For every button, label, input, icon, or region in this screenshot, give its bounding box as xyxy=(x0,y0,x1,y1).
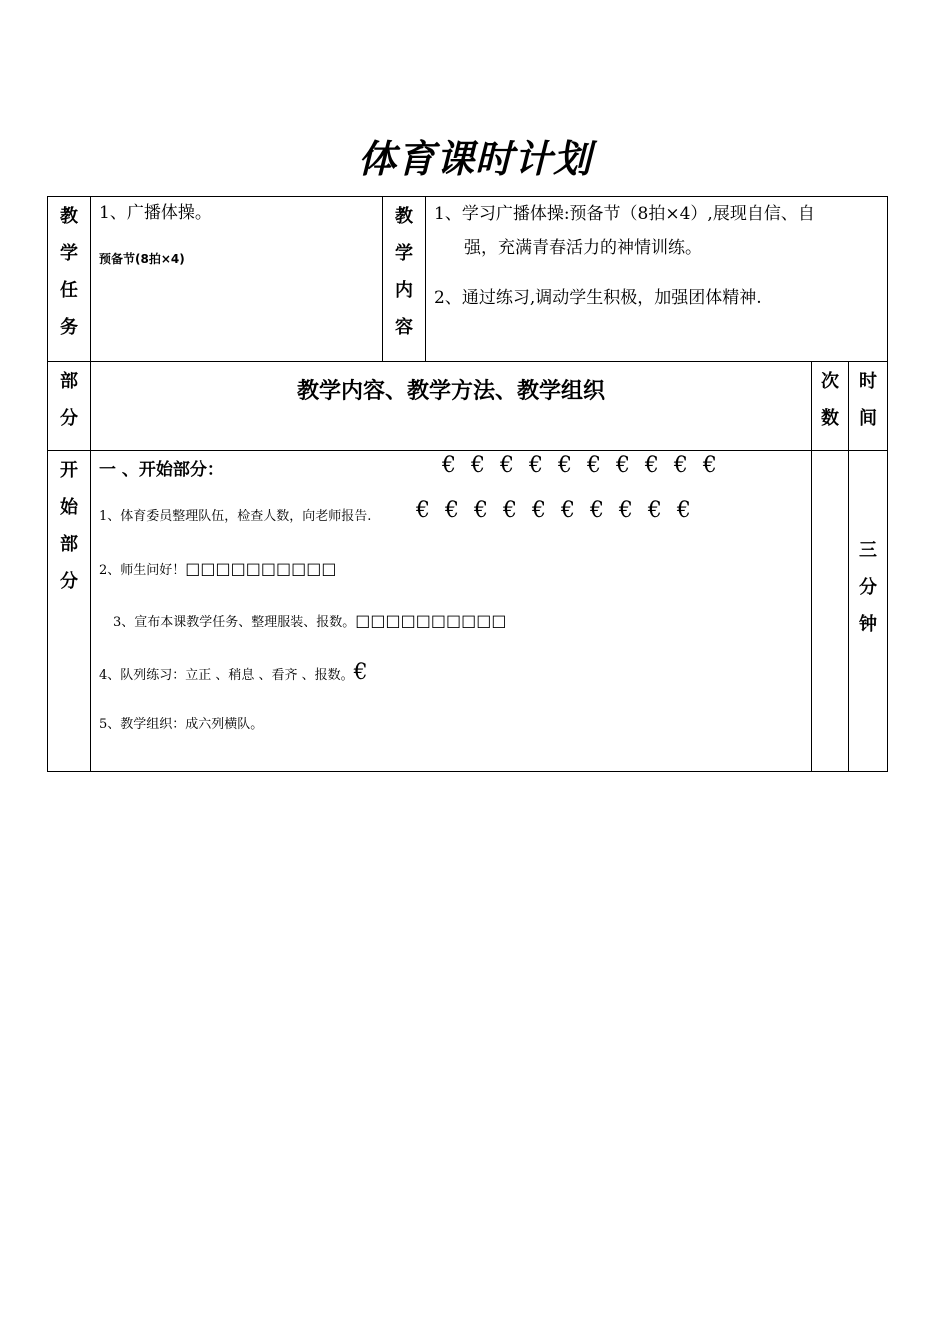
content-label-cell xyxy=(383,197,426,362)
time-label: 时间 xyxy=(859,371,877,429)
boxes-row-3: □□□□□□□□□□ xyxy=(355,611,507,630)
task-row xyxy=(48,197,888,362)
item-4: 4、队列练习：立正 、稍息 、看齐 、报数。 xyxy=(99,668,354,683)
start-count-cell xyxy=(812,451,849,772)
boxes-row-2: □□□□□□□□□□ xyxy=(185,559,337,578)
item-3: 3、宣布本课教学任务、整理服装、报数。 xyxy=(113,615,356,630)
task-content-cell xyxy=(91,197,383,362)
content-line-2: 2、通过练习,调动学生积极，加强团体精神. xyxy=(434,288,762,308)
start-section-row xyxy=(48,451,888,772)
start-part-label-cell xyxy=(48,451,91,772)
time-header-cell xyxy=(849,362,888,451)
lesson-plan-table xyxy=(47,196,888,772)
count-header-cell xyxy=(812,362,849,451)
formation-row-2: € € € € € € € € € € xyxy=(416,498,695,523)
item-5: 5、教学组织：成六列横队。 xyxy=(99,717,264,732)
section-heading: 教学内容、教学方法、教学组织 xyxy=(296,379,605,404)
start-part-label: 开始部分 xyxy=(60,460,78,592)
task-label-cell xyxy=(48,197,91,362)
content-line-1a: 1、学习广播体操:预备节（8拍×4）,展现自信、自 xyxy=(434,204,815,224)
task-label: 教学任务 xyxy=(60,206,78,338)
start-time-value: 三分钟 xyxy=(859,540,877,635)
heading-cell xyxy=(91,362,812,451)
task-line-2: 预备节(8拍×4) xyxy=(99,252,185,266)
start-section-title: 一 、开始部分： xyxy=(99,460,224,480)
item-2: 2、师生问好！ xyxy=(99,563,186,578)
header-row xyxy=(48,362,888,451)
task-line-1: 1、广播体操。 xyxy=(99,203,212,223)
count-label: 次数 xyxy=(821,371,839,429)
start-time-cell xyxy=(849,451,888,772)
content-cell xyxy=(426,197,888,362)
content-label: 教学内容 xyxy=(395,206,413,338)
formation-row-1: € € € € € € € € € € xyxy=(442,453,721,478)
page-title: 体育课时计划 xyxy=(357,137,592,181)
part-header-label: 部分 xyxy=(60,371,78,429)
part-header-cell xyxy=(48,362,91,451)
item-1: 1、体育委员整理队伍，检查人数，向老师报告. xyxy=(99,509,372,524)
start-content-cell xyxy=(91,451,812,772)
formation-single: € xyxy=(353,660,368,685)
content-line-1b: 强，充满青春活力的神情训练。 xyxy=(464,238,702,258)
